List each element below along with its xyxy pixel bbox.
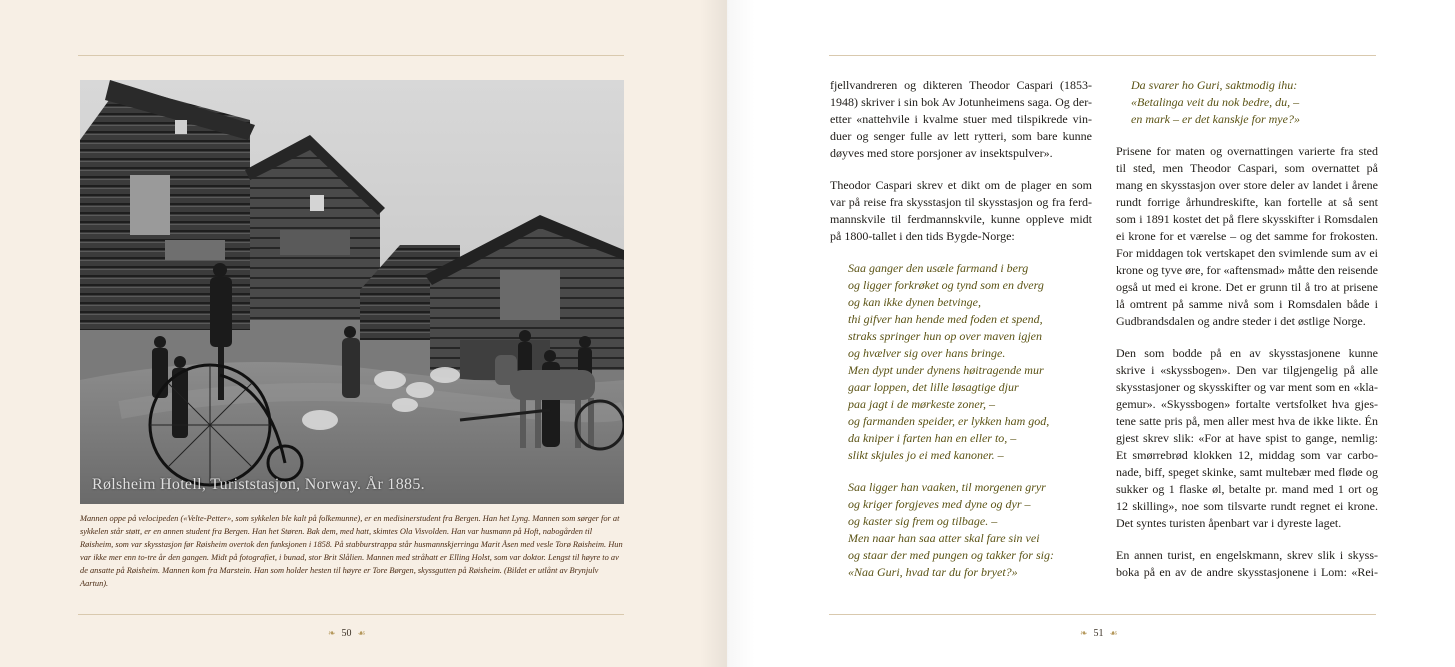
text-line: fjellvandreren og dikteren Theodor Caspari (1853- [830,78,1092,92]
text-line: skysstasjoner og skysskifter og var ment som en «kla- [1116,380,1378,394]
verse-line: og farmanden speider, er lykken ham god, [848,414,1050,428]
text-line: på 1800-tallet i den tids Bygde-Norge: [830,229,1015,243]
text-line: sukker og 1 flaske øl, betalte pr. mand med 1 ort og [1116,482,1378,496]
text-line: også ut med ei krone. Det er grunn til å tro at prisene [1116,280,1378,294]
text-line: ei krone for et værelse – og det samme for frokosten. [1116,229,1378,243]
text-line: duer og senger fulle av lett rytteri, som bare kunne [830,129,1092,143]
verse-line: Men naar han saa atter skal fare sin vei [848,531,1040,545]
paragraph [830,177,1092,245]
bottom-rule [829,614,1376,615]
text-line: gemur». «Skyssbogen» fortalte vertsfolket hva gjes- [1116,397,1378,411]
paragraph [1116,345,1378,532]
text-line: 12 skilling», noe som tilsvarte rundt regnet ei krone. [1116,499,1378,513]
ornament-icon: ❧ [1080,628,1088,638]
verse-line: paa jagt i de mørkeste zoner, – [848,397,995,411]
verse-line: thi gifver han hende med foden et spend, [848,312,1043,326]
text-line: nade, biff, speget skinke, samt multebær med fløde og [1116,465,1378,479]
photo-caption: Mannen oppe på velocipeden («Velte-Petter», som sykkelen ble kalt på folkemunne), er en medisinerstudent fra Bergen. Han het Lyng. Mannen som sørger for at sykkelen står støtt, er en annen student fra Bergen. Han het Støren. Bak dem, med hatt, skimtes Ola Visvolden. Han var husmann på Hoft, nabogården til Røisheim, som var skysstasjon før Røisheim overtok den funksjonen i 1858. På stabburstrappa står husmannskjerringa Marit Åsen med vesle Torø Røisheim. Hun var ikke mer enn to-tre år den gangen. Midt på fotografiet, i bunad, stor Brit Slålien. Mannen med stråhatt er Elling Holst, som var doktor. Lengst til høyre to av de ansatte på Røisheim. Mannen kom fra Marstein. Han som holder hesten til høyre er Tore Børgen, skyssgutten på Røisheim. (Bildet er utlånt av Brynjulv Aartun). [80,514,623,588]
verse-line: og kriger forgjeves med dyne og dyr – [848,497,1031,511]
verse-line: slikt skjules jo ei med kanoner. – [848,448,1004,462]
text-line: var på reise fra skysstasjon til skysstasjon og fra ferd- [830,195,1092,209]
ornament-icon: ☙ [1109,628,1118,638]
text-line: døyves med store porsjoner av insektspulver». [830,146,1053,160]
text-line: etter «nattehvile i kvalme stuer med tilspikrede vin- [830,112,1092,126]
verse-line: en mark – er det kanskje for mye?» [1131,112,1300,126]
ornament-icon: ☙ [357,628,366,638]
text-line: skrive i «skyssbogen». Den var tilgjengelig på alle [1116,363,1378,377]
top-rule [78,55,624,56]
text-line: Det syntes turisten åpenbart var i dyreste laget. [1116,516,1342,530]
text-line: til sted, men Theodor Caspari, som overnattet på [1116,161,1378,175]
text-line: Theodor Caspari skrev et dikt om de plager en som [830,178,1092,192]
text-column-1 [830,77,1092,596]
text-line: tene satte pris på, men aller mest hva de ikke likte. Én [1116,414,1378,428]
verse-line: og kaster sig frem og tilbage. – [848,514,998,528]
text-line: mang en skysstasjon over store deler av landet i årene [1116,178,1378,192]
verse-line: Da svarer ho Guri, saktmodig ihu: [1131,78,1298,92]
verse-line: Saa ligger han vaaken, til morgenen gryr [848,480,1046,494]
verse-line: Men dypt under dynens høitragende mur [848,363,1044,377]
paragraph [830,77,1092,162]
text-line: En annen turist, en engelskmann, skrev slik i skyss- [1116,548,1378,562]
text-line: Et smørrebrød klokken 12, middag som var carbo- [1116,448,1378,462]
text-line: Gudbrandsdalen og andre steder i det østlige Norge. [1116,314,1366,328]
poem-stanza-1 [848,260,1092,464]
text-line: gjest skrev slik: «For at have spist to gange, nemlig: [1116,431,1378,445]
page-number: 51 [1093,628,1104,639]
verse-line: straks springer hun op over maven igjen [848,329,1042,343]
text-line: rundt forrige århundreskifte, kan fortelle at så sent [1116,195,1378,209]
verse-line: «Naa Guri, hvad tar du for bryet?» [848,565,1018,579]
page-number-right [1080,628,1118,639]
verse-line: «Betalinga veit du nok bedre, du, – [1131,95,1300,109]
text-line: lå omtrent på samme nivå som i Romsdalen både i [1116,297,1378,311]
photo-illustration [80,80,624,504]
verse-line: gaar loppen, det lille løsagtige djur [848,380,1019,394]
paragraph [1116,143,1378,330]
photo-caption-overlay: Rølsheim Hotell, Turiststasjon, Norway. År 1885. [92,476,425,493]
verse-line: Saa ganger den usæle farmand i berg [848,261,1029,275]
text-line: krone og tyve øre, for «aftensmad» måtte den reisende [1116,263,1378,277]
verse-line: da kniper i farten han en eller to, – [848,431,1017,445]
verse-line: og staar der med pungen og takker for sig: [848,548,1054,562]
bottom-rule [78,614,624,615]
text-line: mannskvile til ferdmannskvile, kunne oppleve midt [830,212,1092,226]
text-column-2 [1116,77,1378,596]
ornament-icon: ❧ [328,628,336,638]
paragraph [1116,547,1378,581]
text-line: boka på en av de andre skysstasjonene i Lom: «Rei- [1116,565,1378,579]
historical-photo [80,80,624,504]
text-line: 1948) skriver i sin bok Av Jotunheimens saga. Og der- [830,95,1092,109]
right-page [727,0,1455,667]
page-number: 50 [341,628,352,639]
verse-line: og hvælver sig over hans bringe. [848,346,1006,360]
left-page [0,0,727,667]
text-line: som i 1891 kostet det på flere skysskifter i Romsdalen [1116,212,1378,226]
poem-stanza-2 [848,479,1092,581]
page-number-left [328,628,366,639]
text-line: Den som bodde på en av skysstasjonene kunne [1116,346,1378,360]
verse-line: og ligger forkrøket og tynd som en dverg [848,278,1044,292]
text-line: Prisene for maten og overnattingen varierte fra sted [1116,144,1378,158]
text-line: For middagen tok vertskapet den svimlende sum av ei [1116,246,1378,260]
top-rule [829,55,1376,56]
poem-stanza-3 [1131,77,1378,128]
verse-line: og kan ikke dynen betvinge, [848,295,981,309]
